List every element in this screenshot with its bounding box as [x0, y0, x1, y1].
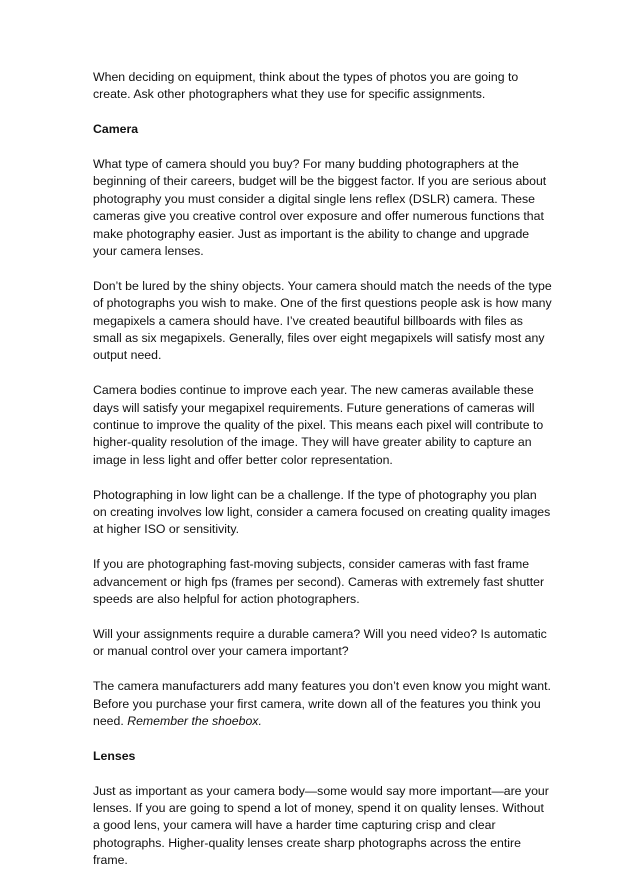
intro-paragraph: When deciding on equipment, think about the types of photos you are going to create. Ask other photographers what they use for specific assignments. [93, 70, 519, 102]
camera-paragraph-7 [93, 678, 553, 730]
document-page [93, 69, 553, 887]
camera-paragraph-5: If you are photographing fast-moving subjects, consider cameras with fast frame advancement or high fps (frames per second). Cameras with extremely fast shutter speeds are also helpful for action photographers. [93, 557, 545, 607]
camera-paragraph-1: What type of camera should you buy? For many budding photographers at the beginning of their careers, budget will be the biggest factor. If you are serious about photography you must consider a digital single lens reflex (DSLR) camera. These cameras give you creative control over exposure and offer numerous functions that make photography easier. Just as important is the ability to change and upgrade your camera lenses. [93, 157, 547, 259]
camera-paragraph-7-text: The camera manufacturers add many features you don’t even know you might want. Before you purchase your first camera, write down all of the features you think you need. [93, 679, 551, 728]
camera-paragraph-6: Will your assignments require a durable camera? Will you need video? Is automatic or manual control over your camera important? [93, 626, 547, 659]
camera-paragraph-3: Camera bodies continue to improve each year. The new cameras available these days will satisfy your megapixel requirements. Future generations of cameras will continue to improve the quality of the pixel. This means each pixel will contribute to higher-quality resolution of the image. They will have greater ability to capture an image in less light and offer better color representation. [93, 383, 544, 467]
lenses-paragraph-1: Just as important as your camera body—some would say more important—are your lenses. If you are going to spend a lot of money, spend it on quality lenses. Without a good lens, your camera will have a harder time capturing crisp and clear photographs. Higher-quality lenses create sharp photographs across the entire frame. [93, 783, 549, 868]
camera-paragraph-4: Photographing in low light can be a challenge. If the type of photography you plan on creating involves low light, consider a camera focused on creating quality images at higher ISO or sensitivity. [93, 487, 551, 537]
camera-paragraph-2: Don’t be lured by the shiny objects. Your camera should match the needs of the type of photographs you wish to make. One of the first questions people ask is how many megapixels a camera should have. I’ve created beautiful billboards with files as small as six megapixels. Generally, files over eight megapixels will satisfy most any output need. [93, 278, 552, 363]
camera-paragraph-7-emphasis: Remember the shoebox. [127, 713, 262, 728]
camera-heading: Camera [93, 122, 139, 137]
lenses-heading: Lenses [93, 748, 136, 763]
